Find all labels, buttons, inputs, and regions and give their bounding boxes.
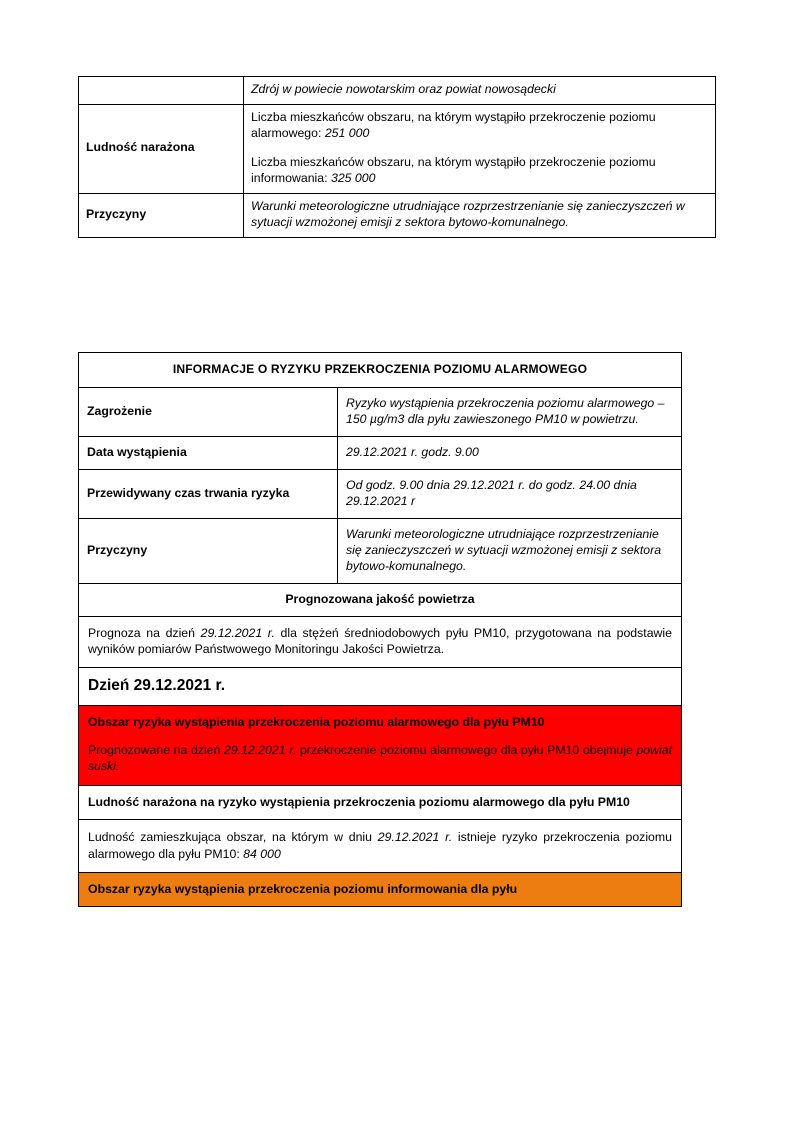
population-risk-title: Ludność narażona na ryzyko wystąpienia przekroczenia poziomu alarmowego dla pyłu PM10 <box>79 785 682 820</box>
row-value-population <box>244 104 716 193</box>
row-value-causes-two: Warunki meteorologiczne utrudniające rozprzestrzenianie się zanieczyszczeń w sytuacji wzmożonej emisji z sektora bytowo-komunalnego. <box>338 518 682 583</box>
alarm-sub-part2: przekroczenie poziomu alarmowego dla pyłu PM10 obejmuje <box>296 742 637 757</box>
row-value-date: 29.12.2021 r. godz. 9.00 <box>338 436 682 469</box>
table-row <box>79 436 682 469</box>
table-two-header: INFORMACJE O RYZYKU PRZEKROCZENIA POZIOMU ALARMOWEGO <box>79 353 682 388</box>
population-info-line <box>251 155 708 187</box>
table-row <box>79 820 682 873</box>
population-risk-part2: istnieje ryzyko przekroczenia poziomu alarmowego dla pyłu PM10: <box>88 830 672 861</box>
population-risk-paragraph <box>79 820 682 873</box>
alarm-area-block <box>79 705 682 785</box>
row-value-causes: Warunki meteorologiczne utrudniające rozprzestrzenianie się zanieczyszczeń w sytuacji wzmożonej emisji z sektora bytowo-komunalnego. <box>244 193 716 237</box>
population-alarm-text: Liczba mieszkańców obszaru, na którym wystąpiło przekroczenie poziomu alarmowego: <box>251 109 656 140</box>
population-alarm-line <box>251 110 708 142</box>
row-value-duration: Od godz. 9.00 dnia 29.12.2021 r. do godz. 24.00 dnia 29.12.2021 r <box>338 469 682 518</box>
alarm-area-title: Obszar ryzyka wystąpienia przekroczenia poziomu alarmowego dla pyłu PM10 <box>88 714 545 729</box>
alarm-sub-date: 29.12.2021 r. <box>224 742 297 757</box>
table-row <box>79 104 716 193</box>
table-row <box>79 518 682 583</box>
forecast-date: 29.12.2021 r. <box>200 625 275 640</box>
line-spacer <box>251 142 708 155</box>
forecast-text-part1: Prognoza na dzień <box>88 625 201 640</box>
row-label-date: Data wystąpienia <box>79 436 338 469</box>
population-risk-date: 29.12.2021 r. <box>377 830 453 845</box>
population-info-text: Liczba mieszkańców obszaru, na którym wystąpiło przekroczenie poziomu informowania: <box>251 154 656 185</box>
population-alarm-value: 251 000 <box>324 125 370 140</box>
table-row <box>79 387 682 436</box>
population-info-value: 325 000 <box>330 170 376 185</box>
table-row <box>79 785 682 820</box>
row-label-empty <box>79 77 244 105</box>
forecast-paragraph <box>79 616 682 667</box>
population-risk-value: 84 000 <box>243 846 281 861</box>
info-area-block-title: Obszar ryzyka wystąpienia przekroczenia poziomu informowania dla pyłu <box>79 873 682 907</box>
table-population-causes <box>78 76 716 238</box>
table-row-alarm <box>79 705 682 785</box>
row-label-causes: Przyczyny <box>79 193 244 237</box>
row-label-duration: Przewidywany czas trwania ryzyka <box>79 469 338 518</box>
table-row <box>79 616 682 667</box>
day-title: Dzień 29.12.2021 r. <box>79 667 682 705</box>
row-label-causes-two: Przyczyny <box>79 518 338 583</box>
row-label-population: Ludność narażona <box>79 104 244 193</box>
row-value-threat: Ryzyko wystąpienia przekroczenia poziomu alarmowego – 150 µg/m3 dla pyłu zawieszonego PM10 w powietrzu. <box>338 387 682 436</box>
alarm-area-subtext <box>88 742 672 775</box>
population-risk-part1: Ludność zamieszkująca obszar, na którym w dniu <box>88 830 378 845</box>
table-row <box>79 193 716 237</box>
table-row <box>79 667 682 705</box>
row-label-threat: Zagrożenie <box>79 387 338 436</box>
table-row <box>79 469 682 518</box>
forecast-section-header: Prognozowana jakość powietrza <box>79 583 682 616</box>
table-alarm-risk-information <box>78 352 682 907</box>
table-row-info <box>79 873 682 907</box>
alarm-sub-part1: Prognozowane na dzień <box>88 742 225 757</box>
row-value-area: Zdrój w powiecie nowotarskim oraz powiat nowosądecki <box>244 77 716 105</box>
forecast-text-part2: dla stężeń średniodobowych pyłu PM10, przygotowana na podstawie wyników pomiarów Państwowego Monitoringu Jakości Powietrza. <box>88 625 672 657</box>
alarm-sub-area: powiat suski. <box>88 742 672 774</box>
table-row <box>79 77 716 105</box>
table-row-section <box>79 583 682 616</box>
table-row-header <box>79 353 682 388</box>
